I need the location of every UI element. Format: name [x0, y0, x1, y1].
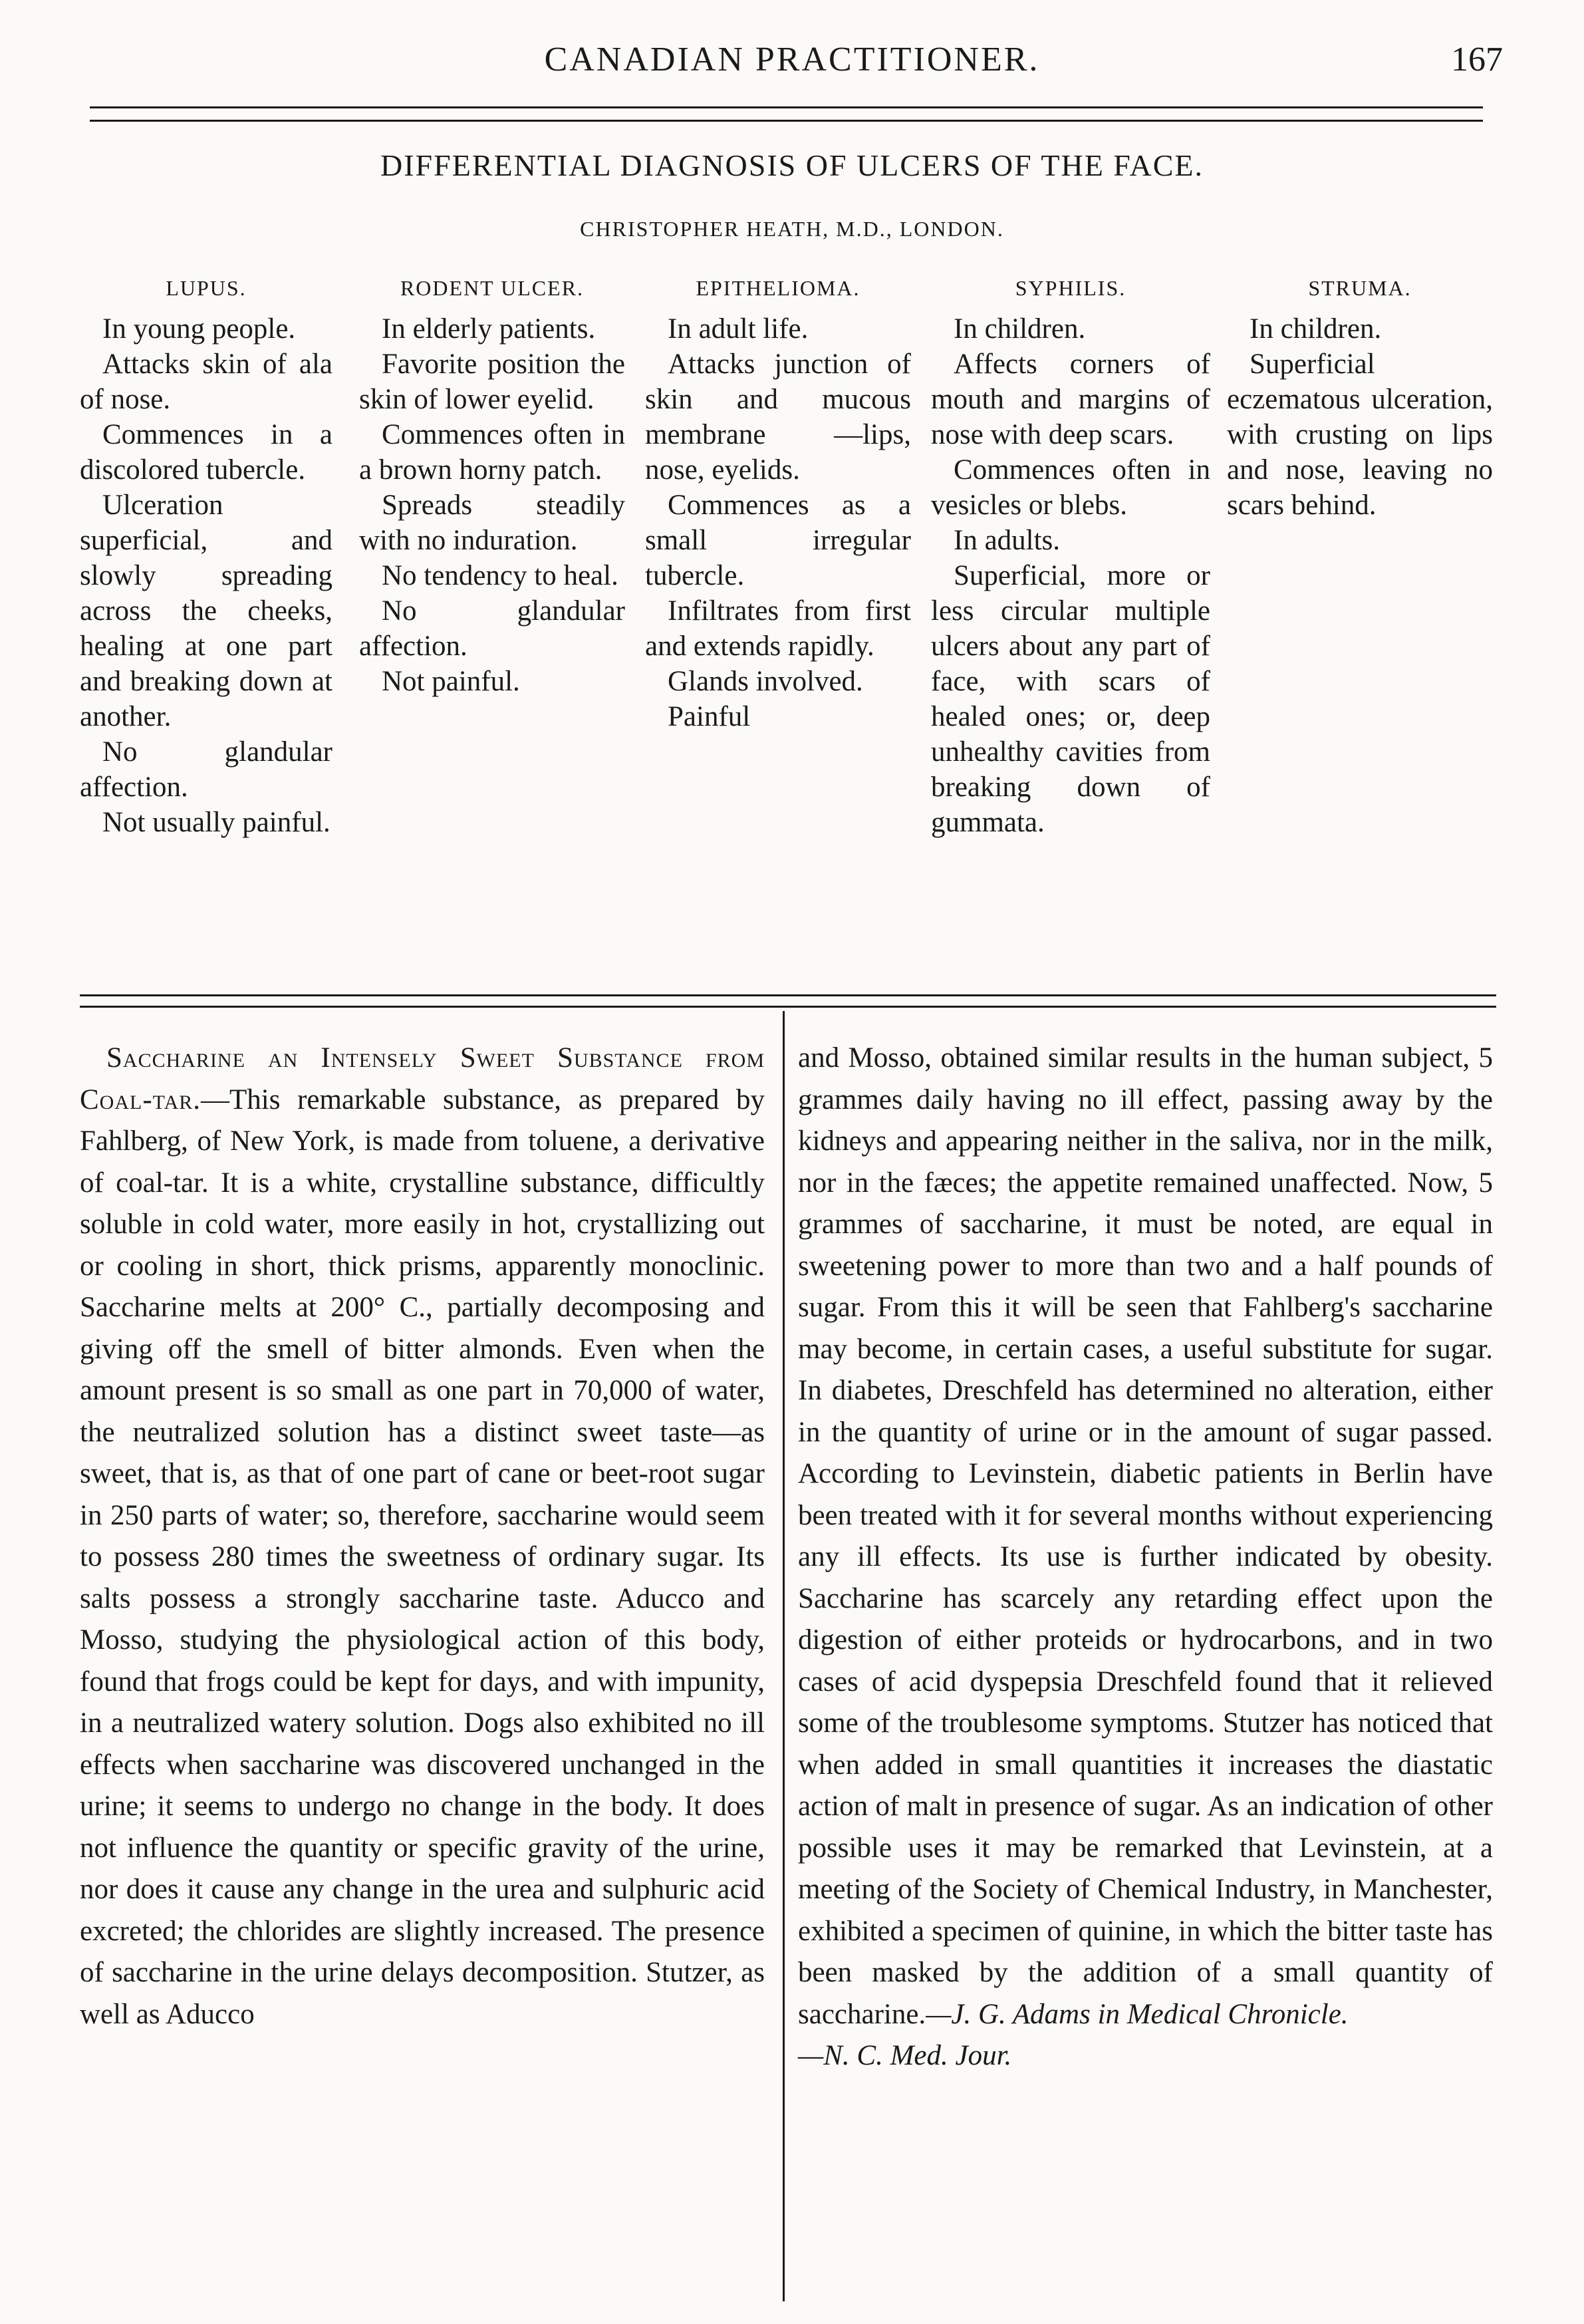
- column-heading-lupus: LUPUS.: [166, 276, 247, 300]
- body-paragraph: [80, 1038, 765, 2035]
- page-number: 167: [1451, 41, 1503, 78]
- section-rule-top: [80, 994, 1496, 996]
- header-rule-top: [90, 106, 1483, 108]
- table-entry: Infiltrates from first and extends rapidly.: [645, 595, 911, 662]
- table-entry: No glandular affection.: [80, 736, 332, 803]
- column-lupus: [80, 311, 332, 840]
- article-title: DIFFERENTIAL DIAGNOSIS OF ULCERS OF THE FACE.: [380, 148, 1204, 182]
- table-entry: In children.: [1250, 313, 1382, 345]
- table-entry: No tendency to heal.: [382, 560, 618, 591]
- citation-nc-med-jour: —N. C. Med. Jour.: [798, 2040, 1012, 2071]
- citation-medical-chronicle: —J. G. Adams in Medical Chronicle.: [926, 1998, 1349, 2030]
- column-divider: [783, 1011, 785, 2301]
- column-rodent-ulcer: [359, 311, 625, 699]
- body-paragraph: [798, 1038, 1493, 2077]
- body-text-right: and Mosso, obtained similar results in the human subject, 5 grammes daily having no ill effect, passing away by the kidneys and appearing neither in the saliva, nor in the milk, nor in the fæces; the appetite remained unaffected. Now, 5 grammes of saccharine, it must be noted, are equal in sweetening power to more than two and a half pounds of sugar. From this it will be seen that Fahlberg's saccharine may become, in certain cases, a useful substitute for sugar. In diabetes, Dreschfeld has determined no alteration, either in the quantity of urine or in the amount of sugar passed. According to Levinstein, diabetic patients in Berlin have been treated with it for several months without experiencing any ill effects. Its use is further indicated by obesity. Saccharine has scarcely any retarding effect upon the digestion of either proteids or hydrocarbons, and in two cases of acid dyspepsia Dreschfeld found that it relieved some of the troublesome symptoms. Stutzer has noticed that when added in small quantities it increases the diastatic action of malt in presence of sugar. As an indication of other possible uses it may be remarked that Levinstein, at a meeting of the Society of Chemical Industry, in Manchester, exhibited a specimen of quinine, in which the bitter taste has been masked by the addition of a small quantity of saccharine.: [798, 1042, 1493, 2030]
- column-struma: [1227, 311, 1493, 523]
- table-entry: In adult life.: [668, 313, 809, 345]
- table-entry: In young people.: [102, 313, 296, 345]
- table-entry: Spreads steadily with no induration.: [359, 490, 625, 556]
- column-heading-syphilis: SYPHILIS.: [1015, 276, 1126, 300]
- column-heading-struma: STRUMA.: [1308, 276, 1412, 300]
- section-rule-bottom: [80, 1006, 1496, 1008]
- table-entry: Affects corners of mouth and margins of nose with deep scars.: [931, 349, 1210, 450]
- section-heading: Saccharine an Intensely Sweet Substance from Coal-tar.: [80, 1042, 765, 1115]
- body-column-left: [80, 1038, 765, 2035]
- header-rule-bottom: [90, 120, 1483, 122]
- table-entry: Commences as a small irregular tubercle.: [645, 490, 911, 591]
- table-entry: Attacks skin of ala of nose.: [80, 349, 332, 415]
- table-entry: No glandular affection.: [359, 595, 625, 662]
- table-entry: Not painful.: [382, 666, 520, 697]
- running-title: CANADIAN PRACTITIONER.: [544, 41, 1040, 78]
- table-entry: Attacks junction of skin and mucous membrane —lips, nose, eyelids.: [645, 349, 911, 486]
- column-epithelioma: [645, 311, 911, 734]
- column-heading-rodent-ulcer: RODENT ULCER.: [400, 276, 585, 300]
- table-entry: Commences often in vesicles or blebs.: [931, 454, 1210, 521]
- table-entry: Glands involved.: [668, 666, 863, 697]
- table-entry: In elderly patients.: [382, 313, 596, 345]
- column-heading-epithelioma: EPITHELIOMA.: [696, 276, 860, 300]
- body-text-left: —This remarkable substance, as prepared by Fahlberg, of New York, is made from toluene, a derivative of coal-tar. It is a white, crystalline substance, difficultly soluble in cold water, more easily in hot, crystallizing out or cooling in short, thick prisms, apparently monoclinic. Saccharine melts at 200° C., partially decomposing and giving off the smell of bitter almonds. Even when the amount present is so small as one part in 70,000 of water, the neutralized solution has a distinct sweet taste—as sweet, that is, as that of one part of cane or beet-root sugar in 250 parts of water; so, therefore, saccharine would seem to possess 280 times the sweetness of ordinary sugar. Its salts possess a strongly saccharine taste. Aducco and Mosso, studying the physiological action of this body, found that frogs could be kept for days, and with impunity, in a neutralized watery solution. Dogs also exhibited no ill effects when saccharine was discovered unchanged in the urine; it seems to undergo no change in the body. It does not influence the quantity or specific gravity of the urine, nor does it cause any change in the urea and sulphuric acid excreted; the chlorides are slightly increased. The presence of saccharine in the urine delays decomposition. Stutzer, as well as Aducco: [80, 1084, 765, 2030]
- table-entry: In children.: [954, 313, 1086, 345]
- table-entry: Superficial, more or less circular multiple ulcers about any part of face, with scars of healed ones; or, deep unhealthy cavities from breaking down of gummata.: [931, 560, 1210, 838]
- table-entry: Superficial eczematous ulceration, with crusting on lips and nose, leaving no scars behind.: [1227, 349, 1493, 521]
- table-entry: Commences in a discolored tubercle.: [80, 419, 332, 486]
- table-entry: Not usually painful.: [102, 807, 330, 838]
- table-entry: Favorite position the skin of lower eyelid.: [359, 349, 625, 415]
- article-author: CHRISTOPHER HEATH, M.D., LONDON.: [580, 217, 1004, 241]
- column-syphilis: [931, 311, 1210, 840]
- table-entry: In adults.: [954, 525, 1061, 556]
- table-entry: Painful: [668, 701, 751, 732]
- table-entry: Ulceration superficial, and slowly spreading across the cheeks, healing at one part and breaking down at another.: [80, 490, 332, 732]
- table-entry: Commences often in a brown horny patch.: [359, 419, 625, 486]
- body-column-right: [798, 1038, 1493, 2077]
